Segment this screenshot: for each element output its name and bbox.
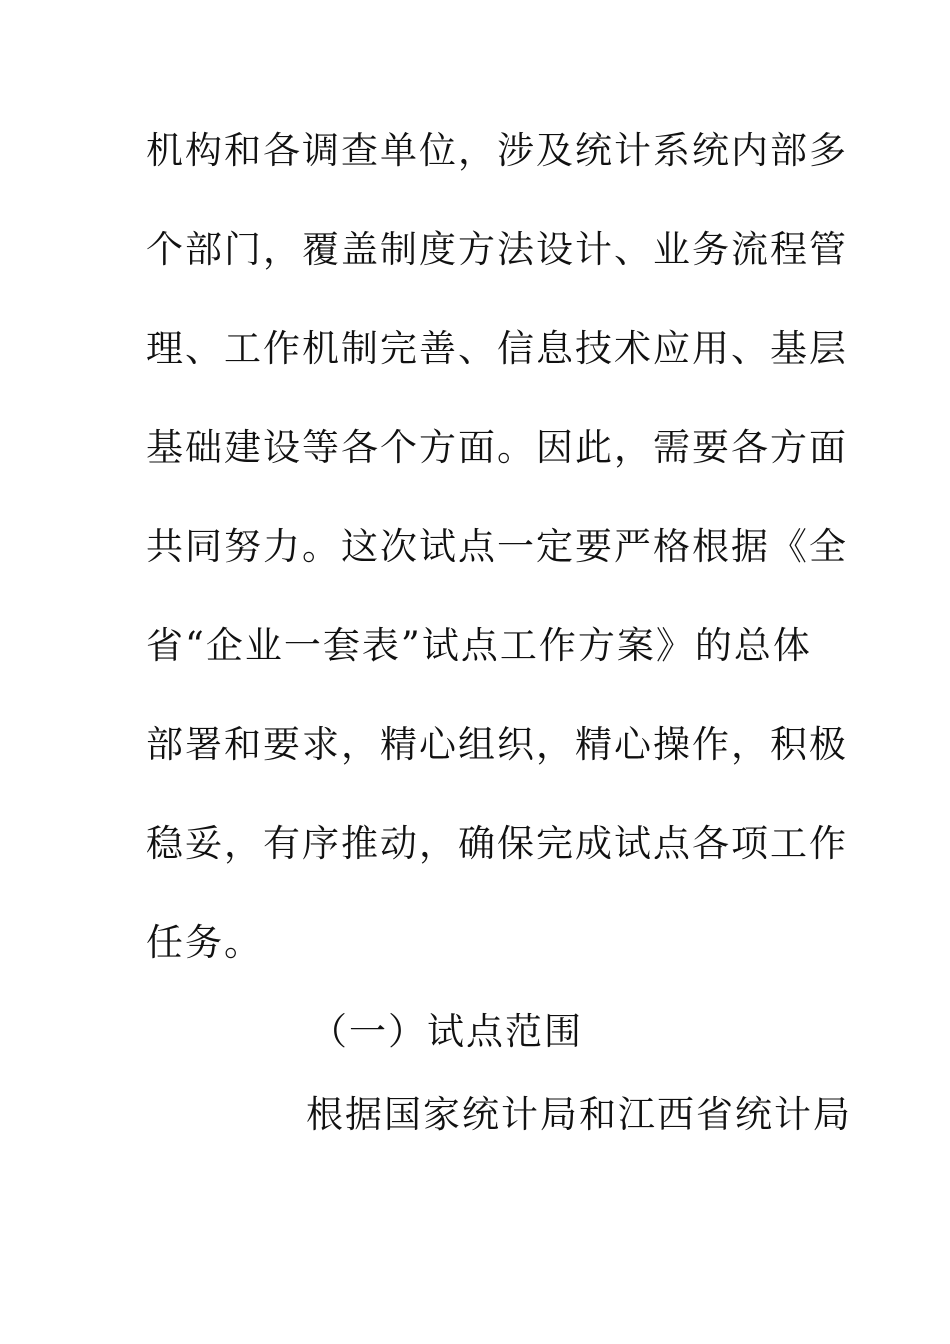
paragraph-line: 个部门，覆盖制度方法设计、业务流程管: [146, 228, 848, 271]
paragraph-line: 任务。: [146, 921, 263, 964]
paragraph-line: 理、工作机制完善、信息技术应用、基层: [146, 327, 848, 370]
paragraph-first-line: 根据国家统计局和江西省统计局: [306, 1093, 852, 1136]
paragraph-line: 部署和要求，精心组织，精心操作，积极: [146, 723, 848, 766]
paragraph-line: 共同努力。这次试点一定要严格根据《全: [146, 525, 848, 568]
paragraph-line: 省“企业一套表”试点工作方案》的总体: [146, 624, 812, 667]
paragraph-line: 机构和各调查单位，涉及统计系统内部多: [146, 129, 848, 172]
section-heading: （一）试点范围: [310, 1010, 583, 1053]
paragraph-line: 基础建设等各个方面。因此，需要各方面: [146, 426, 848, 469]
paragraph-line: 稳妥，有序推动，确保完成试点各项工作: [146, 822, 848, 865]
